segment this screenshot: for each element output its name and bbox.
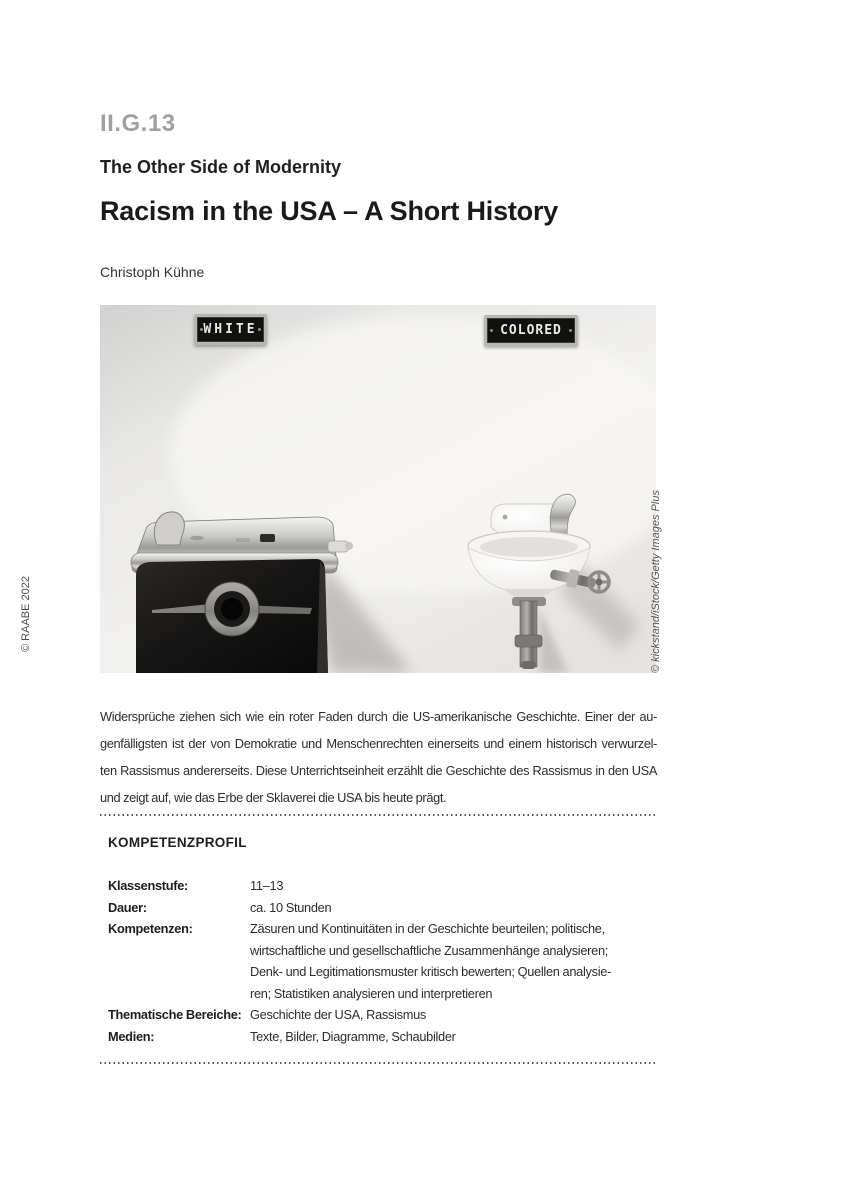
segregation-photo	[100, 305, 656, 673]
colored-sign	[484, 315, 578, 346]
table-row	[108, 875, 657, 897]
table-row	[108, 1026, 657, 1048]
author-name: Christoph Kühne	[100, 264, 205, 280]
row-label: Dauer:	[108, 899, 147, 915]
row-value-line: Denk- und Legitimationsmuster kritisch bewerten; Quellen analysie-	[250, 964, 612, 979]
push-button	[260, 534, 275, 542]
intro-line: Widersprüche ziehen sich wie ein roter Faden durch die US-amerikanische Geschichte. Einer der au-	[100, 709, 657, 724]
table-row	[108, 897, 657, 919]
row-value: ca. 10 Stunden	[250, 899, 332, 915]
row-value-line: ren; Statistiken analysieren und interpretieren	[250, 985, 493, 1001]
white-sign	[194, 314, 267, 345]
dotted-divider-top	[100, 814, 657, 816]
row-label: Klassenstufe:	[108, 878, 189, 893]
row-value-line: Zäsuren und Kontinuitäten in der Geschichte beurteilen; politische,	[250, 921, 605, 936]
intro-line: genfälligsten ist der von Demokratie und Menschenrechten einerseits und einem historisch verwurzel-	[100, 736, 657, 751]
white-fountain-illustration	[131, 512, 353, 673]
page-title: Racism in the USA – A Short History	[100, 196, 559, 226]
unit-code: II.G.13	[100, 110, 176, 137]
row-value: 11–13	[250, 878, 284, 893]
white-sign-label: WHITE	[203, 322, 258, 337]
kompetenzprofil-heading: KOMPETENZPROFIL	[108, 835, 247, 850]
intro-paragraph	[100, 703, 657, 811]
dotted-divider-bottom	[100, 1062, 657, 1064]
row-value-line: wirtschaftliche und gesellschaftliche Zusammenhänge analysieren;	[250, 942, 609, 958]
colored-sign-label: COLORED	[500, 323, 562, 338]
intro-line: und zeigt auf, wie das Erbe der Sklaverei die USA bis heute prägt.	[100, 790, 447, 805]
table-row	[108, 918, 657, 1004]
row-label: Kompetenzen:	[108, 921, 193, 936]
row-label: Thematische Bereiche:	[108, 1007, 242, 1022]
table-row	[108, 1004, 657, 1026]
row-value: Texte, Bilder, Diagramme, Schaubilder	[250, 1028, 456, 1044]
row-label: Medien:	[108, 1028, 155, 1044]
photo-credit: © kickstand/iStock/Getty Images Plus	[650, 490, 662, 673]
raabe-copyright: © RAABE 2022	[20, 576, 32, 652]
fountains-illustration	[100, 305, 656, 673]
row-value: Geschichte der USA, Rassismus	[250, 1007, 427, 1022]
drain-pipe	[520, 601, 537, 667]
row-value	[250, 918, 657, 1004]
wall-pipe	[328, 541, 348, 552]
series-title: The Other Side of Modernity	[100, 157, 342, 177]
kompetenzprofil-table	[108, 875, 657, 1047]
intro-line: ten Rassismus andererseits. Diese Unterrichtseinheit erzählt die Geschichte des Rassismus in den USA	[100, 763, 657, 778]
